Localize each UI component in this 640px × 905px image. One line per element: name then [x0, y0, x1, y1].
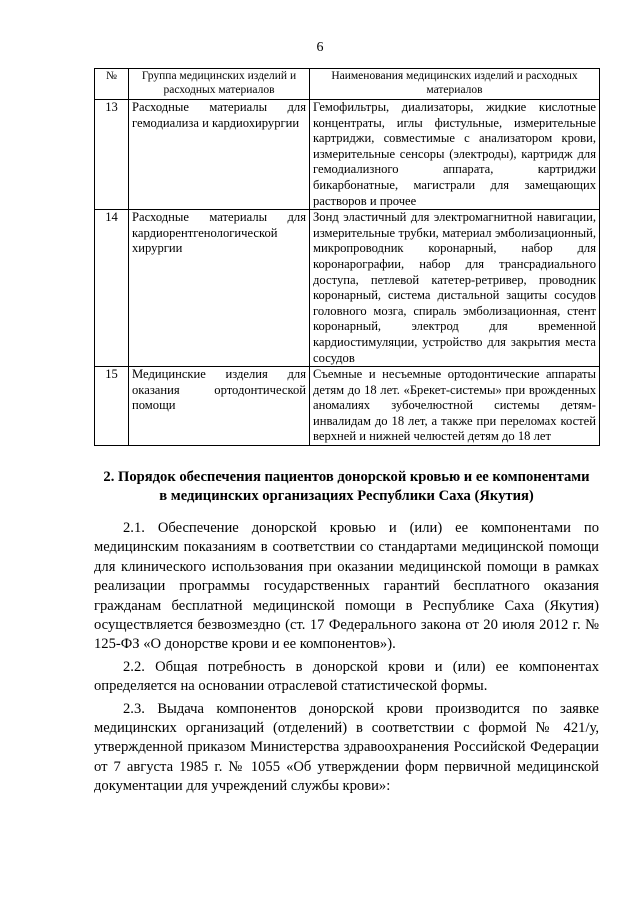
row-items: Съемные и несъемные ортодонтические аппараты детям до 18 лет. «Брекет-системы» при врожденных аномалиях зубочелюстной системы детям-инвалидам до 18 лет, а также при переломах костей верхней и нижней челюстей детям до 18 лет: [310, 367, 600, 446]
section-title-line2: в медицинских организациях Республики Саха (Якутия): [159, 488, 534, 504]
header-group: Группа медицинских изделий и расходных материалов: [129, 69, 310, 100]
section-title-line1: 2. Порядок обеспечения пациентов донорской кровью и ее компонентами: [103, 469, 590, 485]
section-title: [94, 468, 599, 506]
row-group: Медицинские изделия для оказания ортодонтической помощи: [129, 367, 310, 446]
row-number: 14: [95, 210, 129, 367]
section-body: [94, 519, 599, 800]
table-row: [95, 100, 600, 210]
row-group: Расходные материалы для кардиорентгенологической хирургии: [129, 210, 310, 367]
row-number: 13: [95, 100, 129, 210]
row-items: Зонд эластичный для электромагнитной навигации, измерительные трубки, материал эмболизационный, микропроводник коронарный, набор для коронарографии, набор для трансрадиального доступа, петлевой катетер-ретривер, проводник коронарный, система дистальной защиты сосудов головного мозга, спираль эмболизационная, стент коронарный, электрод для временной кардиостимуляции, устройство для закрытия места сосудов: [310, 210, 600, 367]
header-items: Наименования медицинских изделий и расходных материалов: [310, 69, 600, 100]
medical-supplies-table: [94, 68, 600, 446]
paragraph-2-2: 2.2. Общая потребность в донорской крови и (или) ее компонентах определяется на основании отраслевой статистической формы.: [94, 658, 599, 695]
page-number: 6: [316, 40, 324, 55]
table-row: [95, 367, 600, 446]
header-number: №: [95, 69, 129, 100]
paragraph-2-1: 2.1. Обеспечение донорской кровью и (или) ее компонентами по медицинским показаниям в соответствии со стандартами медицинской помощи для клинического использования при оказании медицинской помощи в рамках реализации программы государственных гарантий бесплатного оказания гражданам бесплатной медицинской помощи в Республике Саха (Якутия) осуществляется безвозмездно (ст. 17 Федерального закона от 20 июля 2012 г. № 125-ФЗ «О донорстве крови и ее компонентов»).: [94, 520, 599, 653]
paragraph-2-3: 2.3. Выдача компонентов донорской крови производится по заявке медицинских организаций (отделений) в соответствии с формой № 421/у, утвержденной приказом Министерства здравоохранения Российской Федерации от 7 августа 1985 г. № 1055 «Об утверждении форм первичной медицинской документации для учреждений службы крови»:: [94, 700, 599, 795]
table-row: [95, 210, 600, 367]
row-group: Расходные материалы для гемодиализа и кардиохирургии: [129, 100, 310, 210]
row-items: Гемофильтры, диализаторы, жидкие кислотные концентраты, иглы фистульные, измерительные картриджи, совместимые с анализатором крови, измерительные сенсоры (электроды), картридж для гемодиализного аппарата, картриджи бикарбонатные, магистрали для замещающих растворов и прочее: [310, 100, 600, 210]
table-header-row: [95, 69, 600, 100]
row-number: 15: [95, 367, 129, 446]
